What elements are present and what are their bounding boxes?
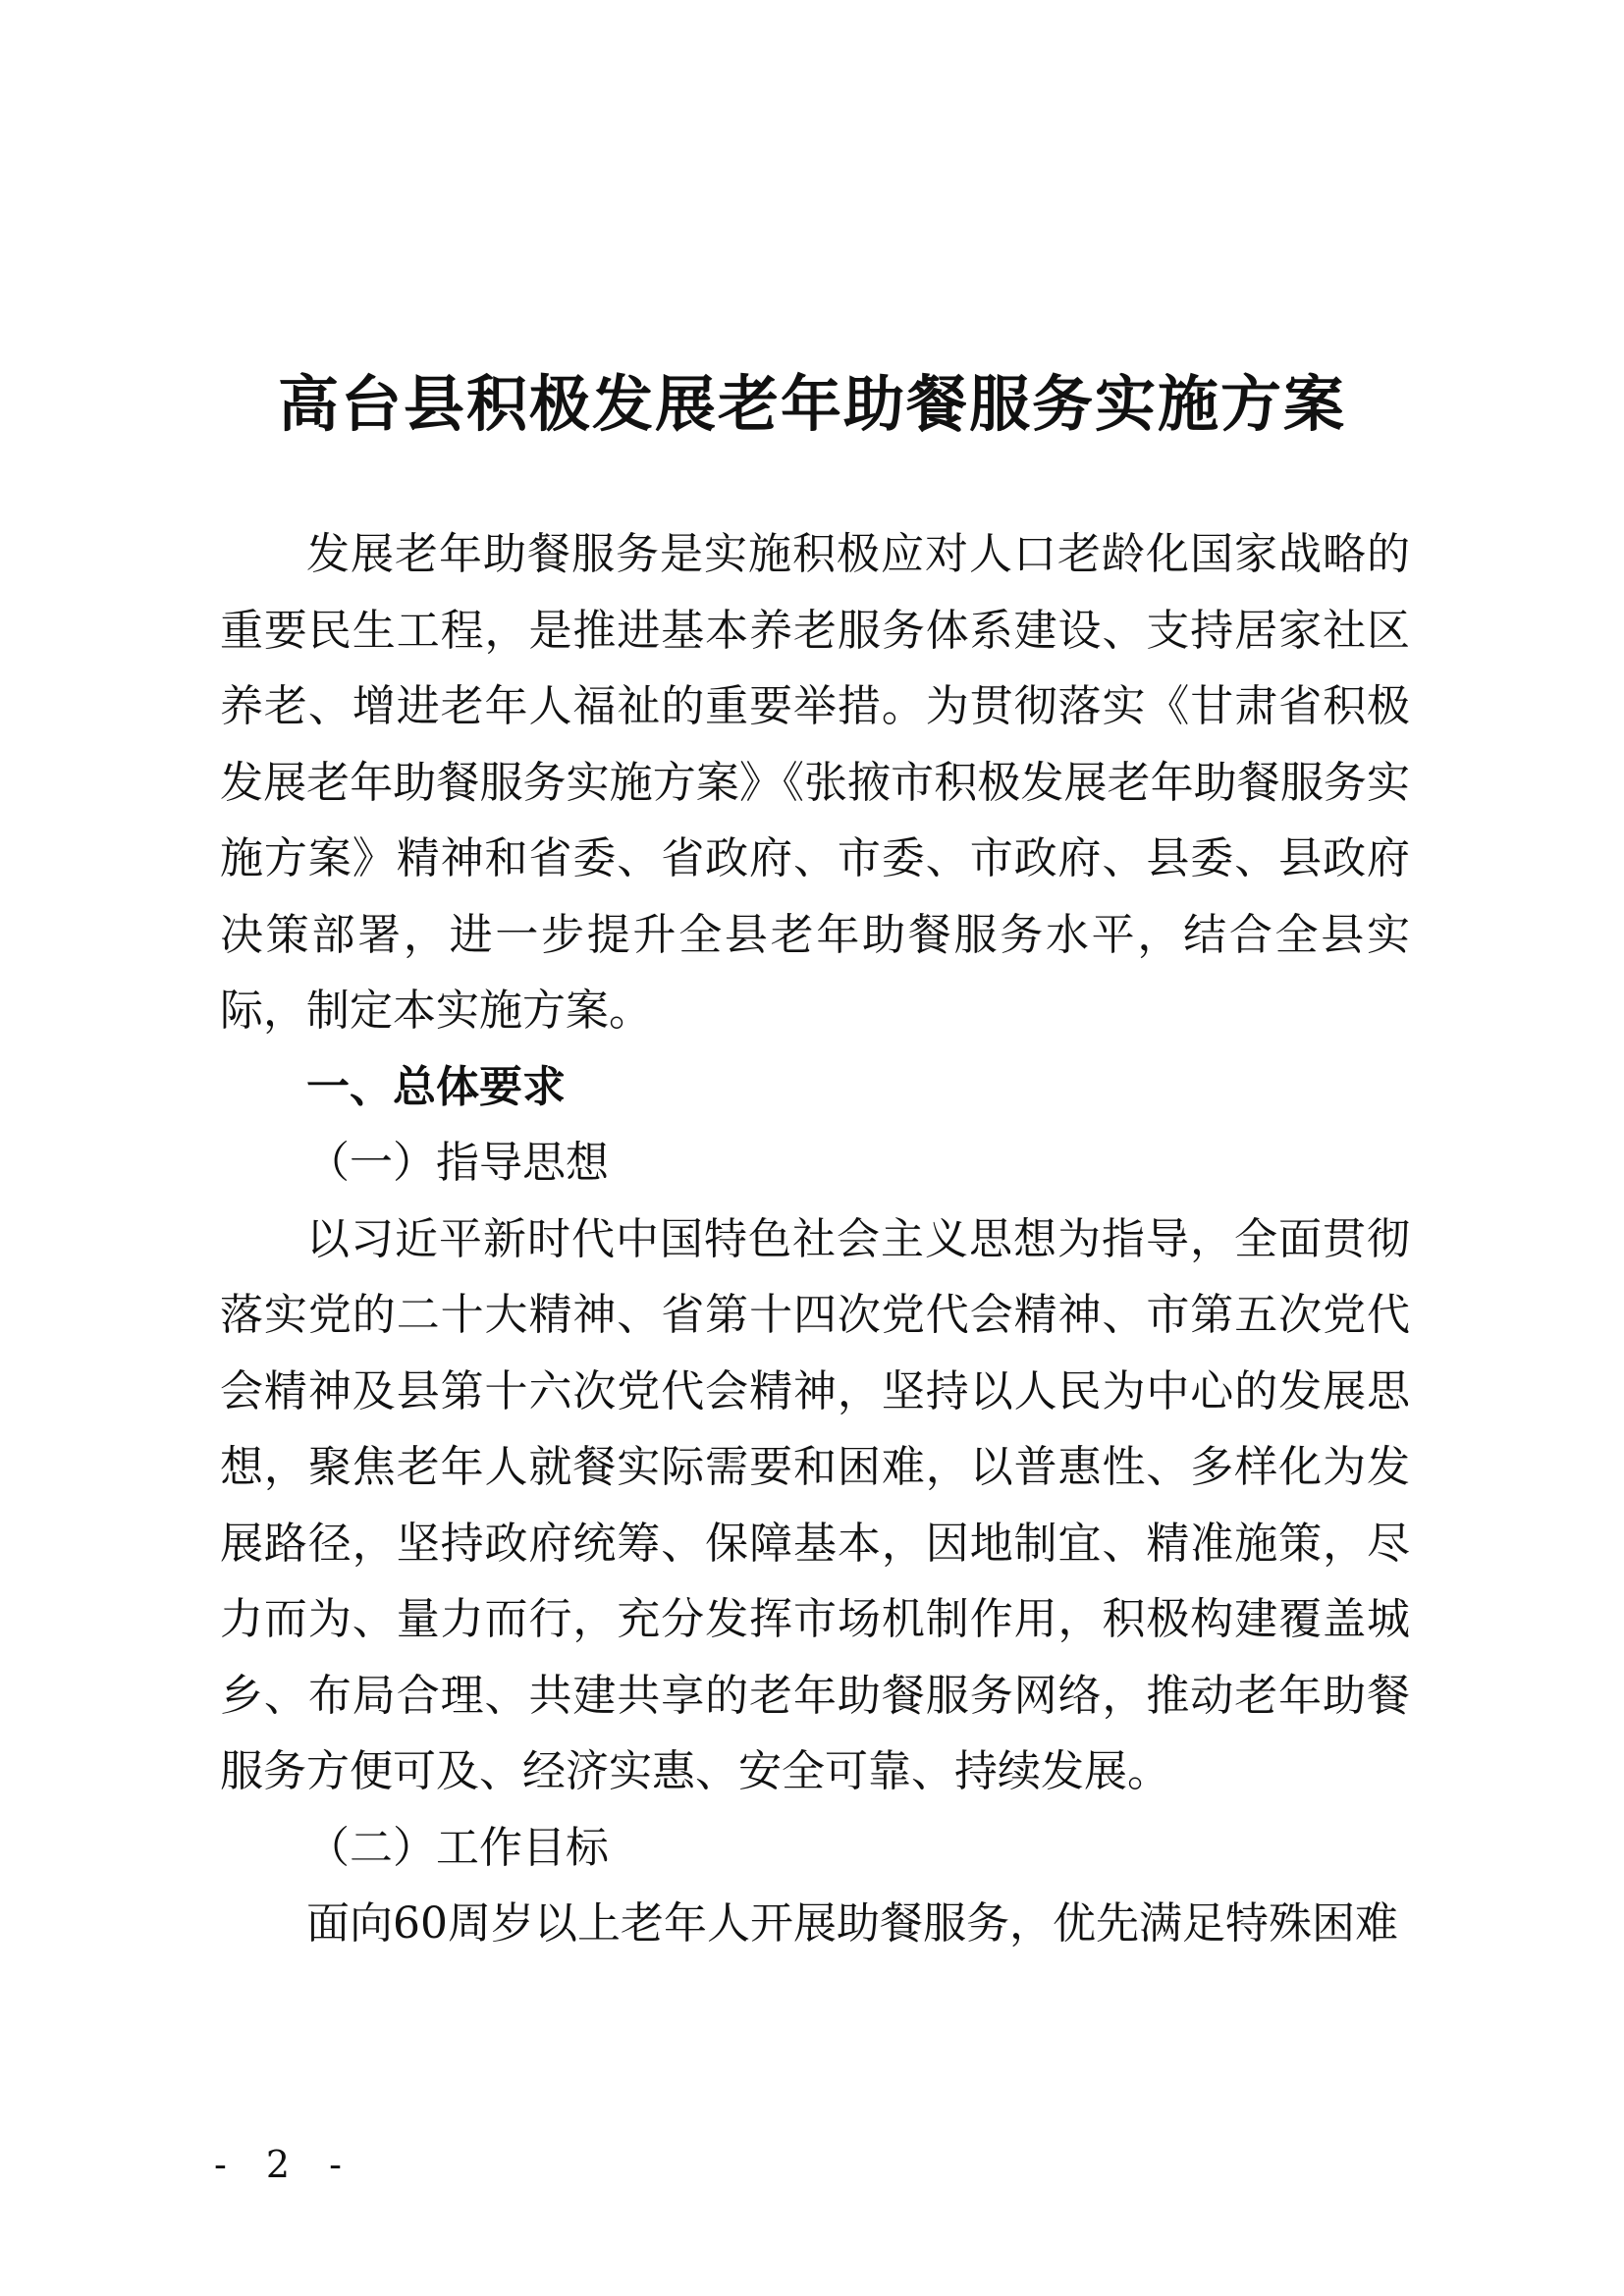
document-body bbox=[220, 516, 1410, 1962]
subsection-heading-work-goal: （二）工作目标 bbox=[306, 1822, 609, 1873]
section-heading-general-requirements: 一、总体要求 bbox=[306, 1061, 566, 1112]
document-title: 高台县积极发展老年助餐服务实施方案 bbox=[277, 368, 1346, 440]
guiding-ideology-paragraph: 以习近平新时代中国特色社会主义思想为指导，全面贯彻落实党的二十大精神、省第十四次党代会精神、市第五次党代会精神及县第十六次党代会精神，坚持以人民为中心的发展思想，聚焦老年人就餐实际需要和困难，以普惠性、多样化为发展路径，坚持政府统筹、保障基本，因地制宜、精准施策，尽力而为、量力而行，充分发挥市场机制作用，积极构建覆盖城乡、布局合理、共建共享的老年助餐服务网络，推动老年助餐服务方便可及、经济实惠、安全可靠、持续发展。 bbox=[220, 1213, 1410, 1796]
work-goal-paragraph: 面向60周岁以上老年人开展助餐服务，优先满足特殊困难 bbox=[306, 1898, 1398, 1949]
subsection-heading-guiding-ideology: （一）指导思想 bbox=[306, 1138, 609, 1188]
intro-paragraph: 发展老年助餐服务是实施积极应对人口老龄化国家战略的重要民生工程，是推进基本养老服务体系建设、支持居家社区养老、增进老年人福祉的重要举措。为贯彻落实《甘肃省积极发展老年助餐服务实施方案》《张掖市积极发展老年助餐服务实施方案》精神和省委、省政府、市委、市政府、县委、县政府决策部署，进一步提升全县老年助餐服务水平，结合全县实际，制定本实施方案。 bbox=[220, 529, 1410, 1036]
page-number: - 2 - bbox=[214, 2143, 356, 2186]
